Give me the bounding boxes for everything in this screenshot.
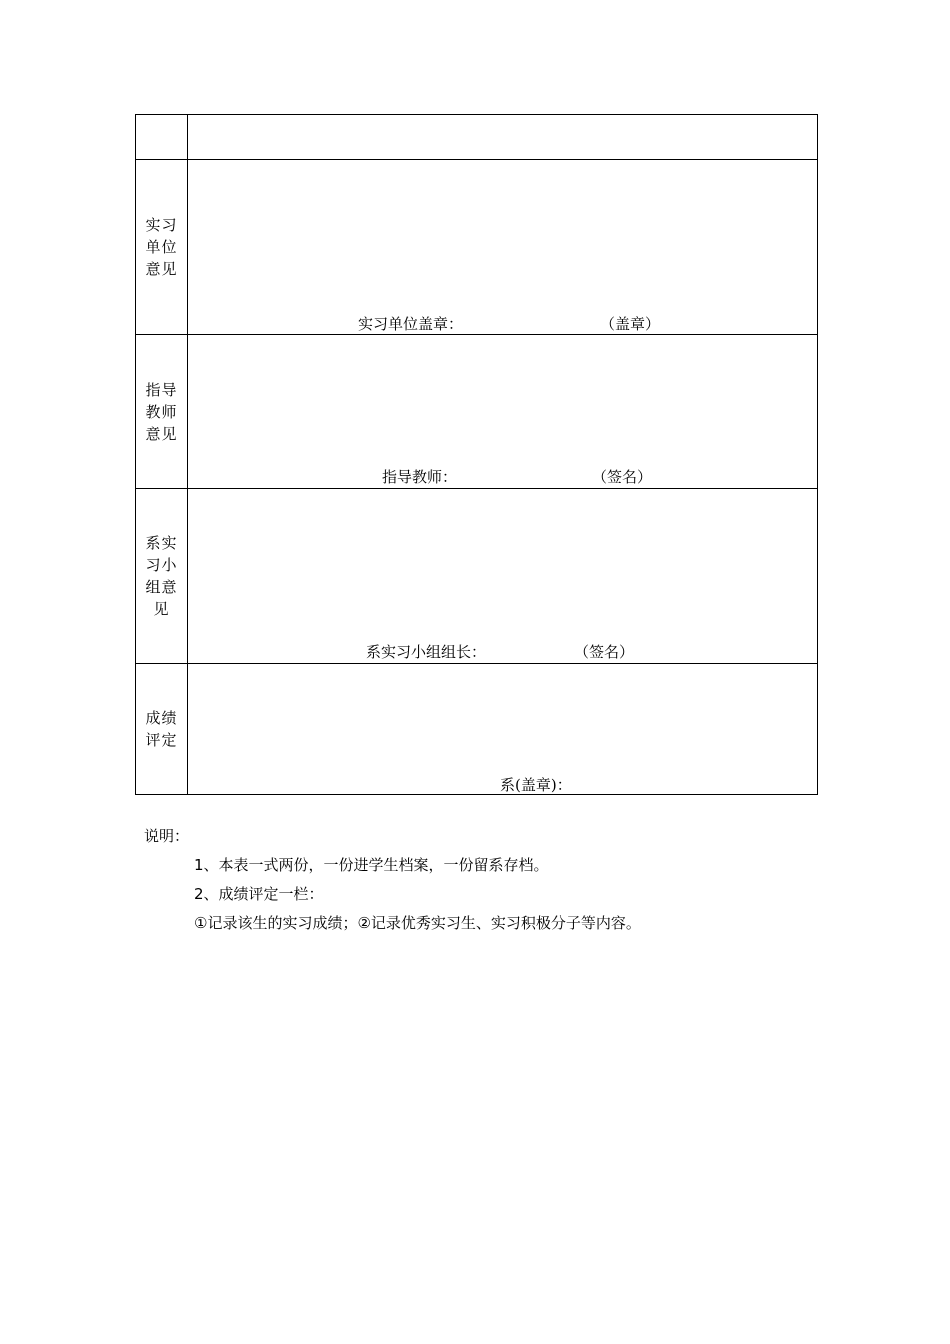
signature-suffix: （签名） [574, 643, 635, 661]
signature-label: 系(盖章)： [500, 776, 572, 794]
row-content-cell[interactable] [188, 115, 818, 160]
row-label-cell [136, 335, 188, 489]
row-label-cell [136, 664, 188, 795]
row-content-cell[interactable] [188, 335, 818, 489]
row-label-cell [136, 489, 188, 664]
row-label-cell [136, 160, 188, 335]
signature-label: 指导教师： [382, 468, 458, 486]
form-row-grade [136, 664, 818, 795]
row-label-cell [136, 115, 188, 160]
row-label: 指导教师意见 [145, 380, 178, 443]
signature-label: 系实习小组组长： [366, 643, 487, 661]
evaluation-form-table [135, 114, 818, 795]
row-content-cell[interactable] [188, 664, 818, 795]
form-row-blank [136, 115, 818, 160]
row-content-cell[interactable] [188, 489, 818, 664]
form-row-unit-opinion [136, 160, 818, 335]
row-label: 实习单位意见 [145, 216, 178, 278]
row-content-cell[interactable] [188, 160, 818, 335]
signature-label: 实习单位盖章： [358, 315, 464, 333]
signature-suffix: （盖章） [600, 315, 661, 333]
notes-title: 说明： [144, 827, 190, 845]
notes-section [144, 822, 641, 938]
signature-suffix: （签名） [592, 468, 653, 486]
row-label: 成绩评定 [145, 709, 178, 749]
notes-item: 1、本表一式两份，一份进学生档案，一份留系存档。 [194, 856, 549, 874]
row-label: 系实习小组意见 [145, 534, 178, 618]
form-row-group-opinion [136, 489, 818, 664]
form-row-teacher-opinion [136, 335, 818, 489]
notes-item: 2、成绩评定一栏： [194, 885, 324, 903]
notes-item: ①记录该生的实习成绩；②记录优秀实习生、实习积极分子等内容。 [194, 914, 641, 932]
